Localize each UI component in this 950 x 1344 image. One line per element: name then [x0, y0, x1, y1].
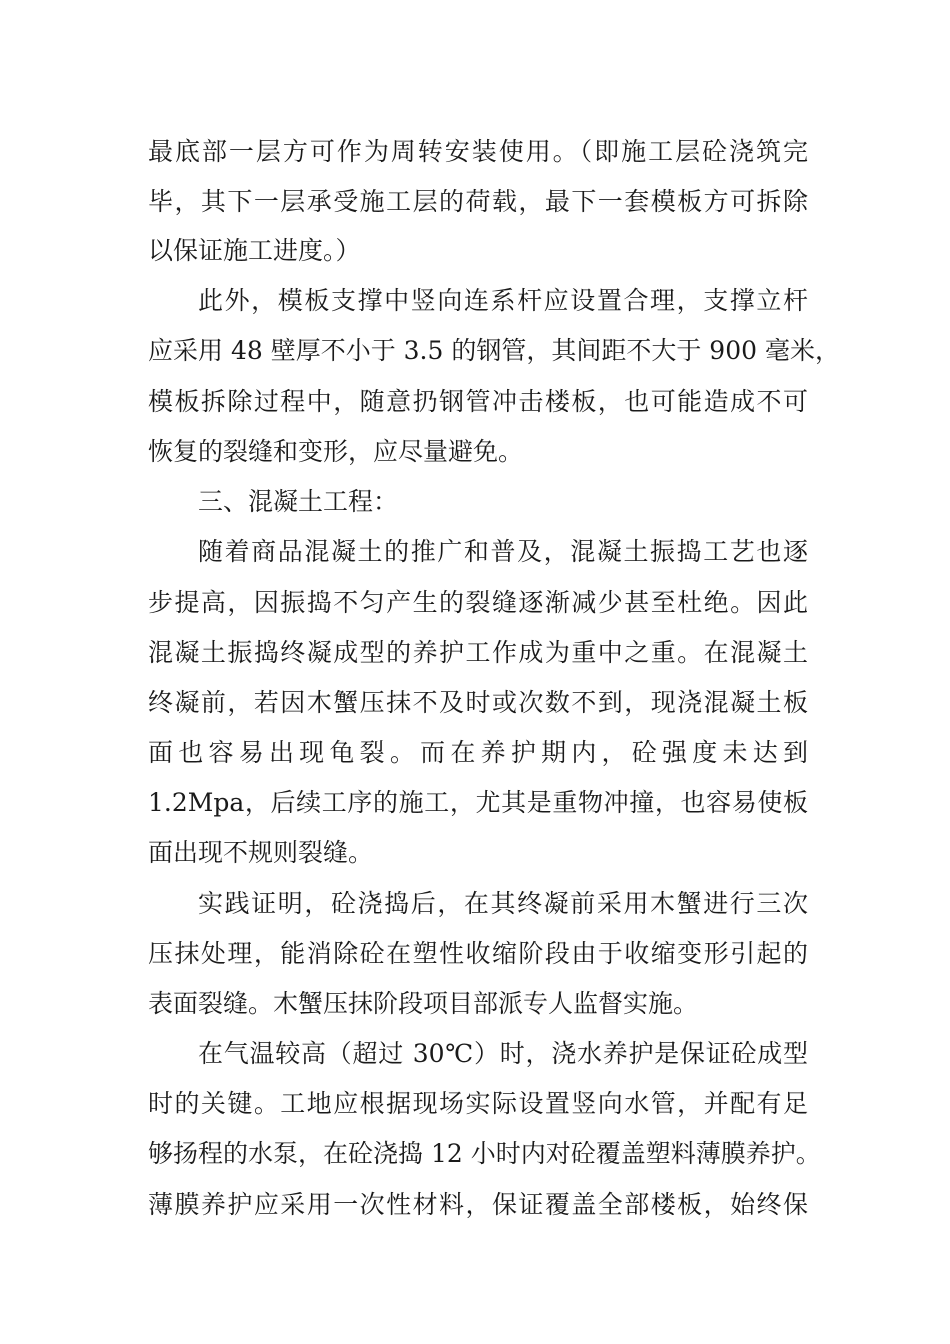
body-text-line: 终凝前，若因木蟹压抹不及时或次数不到，现浇混凝土板 [148, 688, 808, 717]
body-text-line: 表面裂缝。木蟹压抹阶段项目部派专人监督实施。 [148, 989, 699, 1018]
paragraph-first-line: 在气温较高（超过 30℃）时，浇水养护是保证砼成型 [198, 1039, 808, 1068]
body-text-line: 时的关键。工地应根据现场实际设置竖向水管，并配有足 [148, 1089, 808, 1118]
body-text-line: 应采用 48 壁厚不小于 3.5 的钢管，其间距不大于 900 毫米， [148, 336, 840, 365]
body-text-line: 以保证施工进度。） [148, 236, 361, 265]
body-text-line: 薄膜养护应采用一次性材料，保证覆盖全部楼板，始终保 [148, 1190, 808, 1219]
body-text-line: 恢复的裂缝和变形，应尽量避免。 [148, 437, 524, 466]
body-text-line: 面也容易出现龟裂。而在养护期内，砼强度未达到 [148, 738, 808, 767]
paragraph-first-line: 随着商品混凝土的推广和普及，混凝土振捣工艺也逐 [198, 537, 808, 566]
body-text-line: 模板拆除过程中，随意扔钢管冲击楼板，也可能造成不可 [148, 387, 808, 416]
body-text-line: 混凝土振捣终凝成型的养护工作成为重中之重。在混凝土 [148, 638, 808, 667]
body-text-line: 压抹处理，能消除砼在塑性收缩阶段由于收缩变形引起的 [148, 939, 808, 968]
body-text-line: 够扬程的水泵，在砼浇捣 12 小时内对砼覆盖塑料薄膜养护。 [148, 1139, 821, 1168]
section-heading: 三、混凝土工程： [198, 487, 399, 516]
body-text-line: 步提高，因振捣不匀产生的裂缝逐渐减少甚至杜绝。因此 [148, 588, 808, 617]
body-text-line: 1.2Mpa，后续工序的施工，尤其是重物冲撞，也容易使板 [148, 788, 808, 817]
body-text-line: 面出现不规则裂缝。 [148, 838, 374, 867]
paragraph-first-line: 此外，模板支撑中竖向连系杆应设置合理，支撑立杆 [198, 286, 808, 315]
paragraph-first-line: 实践证明，砼浇捣后，在其终凝前采用木蟹进行三次 [198, 889, 808, 918]
body-text-line: 最底部一层方可作为周转安装使用。（即施工层砼浇筑完 [148, 137, 808, 166]
body-text-line: 毕，其下一层承受施工层的荷载，最下一套模板方可拆除 [148, 187, 808, 216]
